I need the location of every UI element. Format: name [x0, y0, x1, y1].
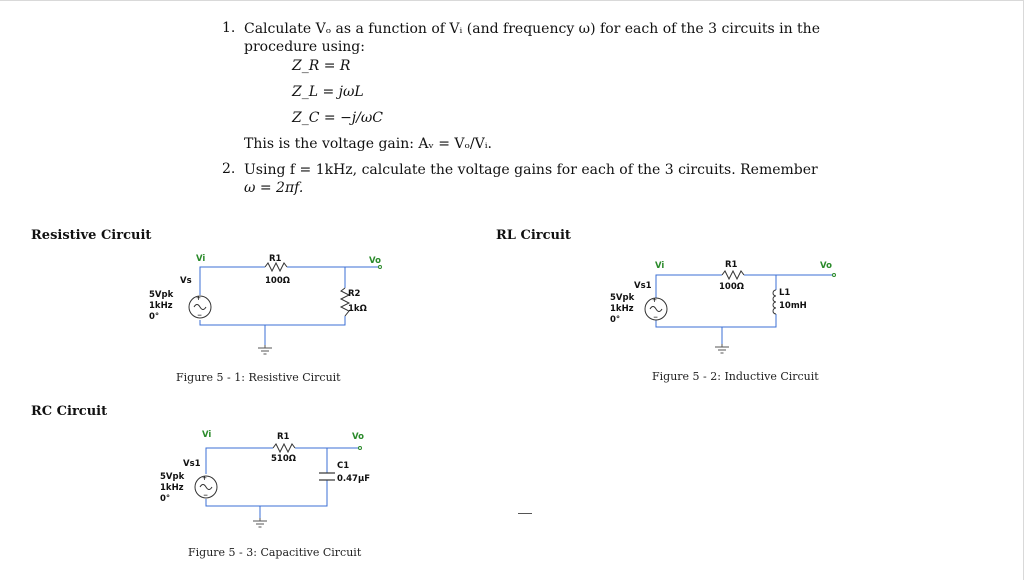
svg-text:−: − [203, 492, 209, 499]
r1-name: R1 [725, 260, 738, 270]
source-phase: 0° [149, 312, 160, 322]
node-vo: Vo [369, 256, 381, 266]
source-frequency: 1kHz [610, 304, 634, 314]
wires [656, 275, 834, 344]
section-rc: RC Circuit [31, 404, 108, 419]
source-frequency: 1kHz [149, 301, 173, 311]
figure-5-2-caption: Figure 5 - 2: Inductive Circuit [652, 370, 819, 383]
resistive-circuit-diagram [140, 250, 400, 360]
source-name: Vs [180, 276, 192, 286]
output-terminal-icon [833, 274, 836, 277]
node-vo: Vo [352, 432, 364, 442]
source-name: Vs1 [634, 281, 652, 291]
c1-name: C1 [337, 461, 350, 471]
source-amplitude: 5Vpk [610, 293, 635, 303]
svg-text:+: + [652, 297, 658, 304]
item1-number: 1. [222, 20, 236, 36]
c1-value: 0.47µF [337, 474, 371, 484]
r1-name: R1 [277, 432, 290, 442]
stray-dash [518, 513, 532, 514]
r2-name: R2 [348, 289, 361, 299]
node-vi: Vi [196, 254, 206, 264]
resistor-r1 [722, 271, 744, 279]
r1-value: 100Ω [719, 282, 744, 292]
r2-value: 1kΩ [348, 304, 367, 314]
svg-text:+: + [202, 475, 208, 482]
l1-value: 10mH [779, 301, 807, 311]
ground-icon [258, 345, 272, 354]
ground-icon [253, 518, 267, 527]
resistor-r1 [265, 263, 287, 271]
ac-source-icon [189, 295, 211, 319]
r1-value: 100Ω [265, 276, 290, 286]
source-name: Vs1 [183, 459, 201, 469]
r1-value: 510Ω [271, 454, 296, 464]
inductor-l1 [773, 290, 776, 314]
source-phase: 0° [160, 494, 171, 504]
source-amplitude: 5Vpk [149, 290, 174, 300]
r1-name: R1 [269, 254, 282, 264]
l1-name: L1 [779, 288, 791, 298]
item1-line2: procedure using: [244, 39, 365, 55]
capacitive-circuit-diagram [150, 426, 390, 536]
node-vo: Vo [820, 261, 832, 271]
top-border [0, 0, 1024, 1]
inductive-circuit-diagram [604, 254, 854, 364]
item2-line1: Using f = 1kHz, calculate the voltage gains for each of the 3 circuits. Remember [244, 162, 818, 178]
figure-5-1-caption: Figure 5 - 1: Resistive Circuit [176, 371, 341, 384]
figure-5-3-caption: Figure 5 - 3: Capacitive Circuit [188, 546, 362, 559]
ac-source-icon [195, 475, 217, 499]
resistor-r1 [273, 444, 295, 452]
ground-icon [715, 344, 729, 353]
svg-text:−: − [653, 314, 659, 321]
equation-zl: Z_L = jωL [292, 84, 364, 100]
equation-zr: Z_R = R [292, 58, 351, 74]
voltage-gain-line: This is the voltage gain: Aᵥ = Vₒ/Vᵢ. [244, 136, 492, 152]
section-rl: RL Circuit [496, 228, 571, 243]
node-vi: Vi [655, 261, 665, 271]
item2-number: 2. [222, 161, 236, 177]
section-resistive: Resistive Circuit [31, 228, 152, 243]
node-vi: Vi [202, 430, 212, 440]
equation-zc: Z_C = −j/ωC [292, 110, 383, 126]
source-frequency: 1kHz [160, 483, 184, 493]
item1-line1: Calculate Vₒ as a function of Vᵢ (and frequency ω) for each of the 3 circuits in the [244, 21, 820, 37]
source-phase: 0° [610, 315, 621, 325]
item2-line2: ω = 2πf. [244, 180, 304, 196]
capacitor-c1 [319, 473, 335, 480]
svg-text:+: + [196, 295, 202, 302]
svg-text:−: − [197, 312, 203, 319]
ac-source-icon [645, 297, 667, 321]
source-amplitude: 5Vpk [160, 472, 185, 482]
output-terminal-icon [359, 447, 362, 450]
